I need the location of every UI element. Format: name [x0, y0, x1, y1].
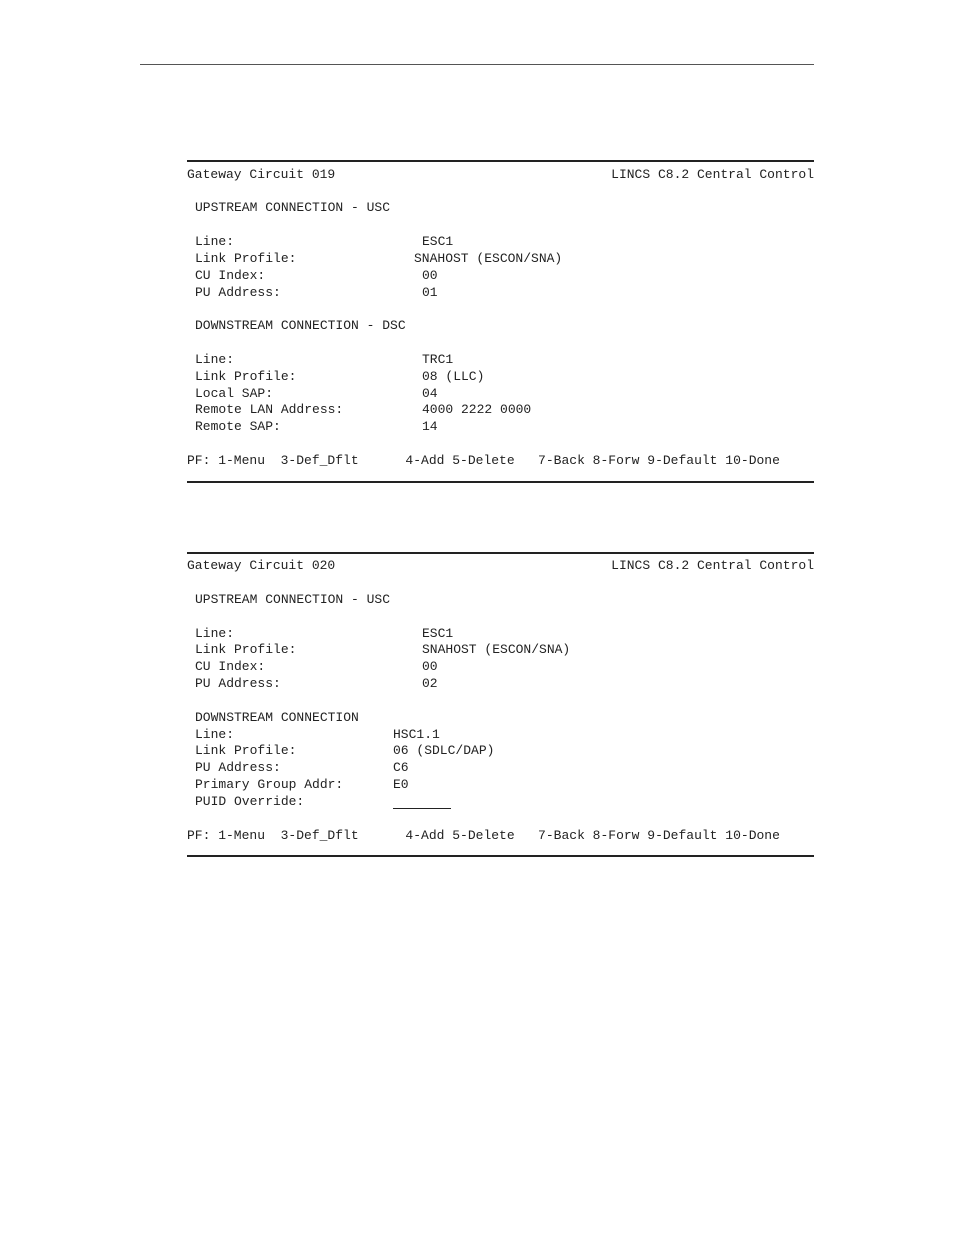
usc-pu-address-value[interactable]: 02 — [422, 676, 438, 691]
dsc-primary-group-addr-label: Primary Group Addr: — [195, 777, 344, 792]
usc-link-profile-label: Link Profile: — [195, 251, 297, 266]
screen-title: Gateway Circuit 020 — [187, 558, 336, 573]
dsc-remote-lan-label: Remote LAN Address: — [195, 402, 344, 417]
dsc-primary-group-addr-value[interactable]: E0 — [393, 777, 409, 792]
screen-top-rule — [187, 160, 814, 162]
usc-pu-address-value[interactable]: 01 — [422, 285, 438, 300]
dsc-link-profile-value[interactable]: 06 (SDLC/DAP) — [393, 743, 495, 758]
pf-key-bar: PF: 1-Menu 3-Def_Dflt 4-Add 5-Delete 7-Back 8-Forw 9-Default 10-Done — [187, 453, 780, 468]
downstream-heading: DOWNSTREAM CONNECTION — [195, 710, 359, 725]
usc-line-label: Line: — [195, 626, 235, 641]
usc-pu-address-label: PU Address: — [195, 285, 281, 300]
system-name: LINCS C8.2 Central Control — [611, 558, 814, 573]
gateway-circuit-screen-020 — [187, 552, 814, 860]
usc-line-label: Line: — [195, 234, 235, 249]
upstream-heading: UPSTREAM CONNECTION - USC — [195, 200, 391, 215]
usc-link-profile-label: Link Profile: — [195, 642, 297, 657]
dsc-remote-sap-value[interactable]: 14 — [422, 419, 438, 434]
gateway-circuit-screen-019 — [187, 160, 814, 484]
dsc-line-value[interactable]: HSC1.1 — [393, 727, 440, 742]
dsc-local-sap-label: Local SAP: — [195, 386, 274, 401]
dsc-remote-lan-value[interactable]: 4000 2222 0000 — [422, 402, 532, 417]
pf-key-bar: PF: 1-Menu 3-Def_Dflt 4-Add 5-Delete 7-Back 8-Forw 9-Default 10-Done — [187, 828, 780, 843]
dsc-pu-address-label: PU Address: — [195, 760, 281, 775]
dsc-line-value[interactable]: TRC1 — [422, 352, 454, 367]
dsc-line-label: Line: — [195, 727, 235, 742]
dsc-link-profile-label: Link Profile: — [195, 369, 297, 384]
dsc-line-label: Line: — [195, 352, 235, 367]
dsc-puid-override-label: PUID Override: — [195, 794, 305, 809]
usc-cu-index-label: CU Index: — [195, 659, 266, 674]
page-header-rule — [140, 64, 814, 65]
usc-cu-index-value[interactable]: 00 — [422, 268, 438, 283]
screen-bottom-rule — [187, 481, 814, 483]
usc-pu-address-label: PU Address: — [195, 676, 281, 691]
usc-line-value[interactable]: ESC1 — [422, 626, 454, 641]
dsc-remote-sap-label: Remote SAP: — [195, 419, 281, 434]
screen-title: Gateway Circuit 019 — [187, 167, 336, 182]
dsc-link-profile-label: Link Profile: — [195, 743, 297, 758]
puid-override-underline — [393, 808, 451, 809]
dsc-local-sap-value[interactable]: 04 — [422, 386, 438, 401]
usc-cu-index-label: CU Index: — [195, 268, 266, 283]
usc-link-profile-value[interactable]: SNAHOST (ESCON/SNA) — [414, 251, 563, 266]
dsc-pu-address-value[interactable]: C6 — [393, 760, 409, 775]
screen-top-rule — [187, 552, 814, 554]
system-name: LINCS C8.2 Central Control — [611, 167, 814, 182]
screen-bottom-rule — [187, 855, 814, 857]
dsc-link-profile-value[interactable]: 08 (LLC) — [422, 369, 485, 384]
upstream-heading: UPSTREAM CONNECTION - USC — [195, 592, 391, 607]
usc-cu-index-value[interactable]: 00 — [422, 659, 438, 674]
downstream-heading: DOWNSTREAM CONNECTION - DSC — [195, 318, 406, 333]
usc-line-value[interactable]: ESC1 — [422, 234, 454, 249]
usc-link-profile-value[interactable]: SNAHOST (ESCON/SNA) — [422, 642, 571, 657]
